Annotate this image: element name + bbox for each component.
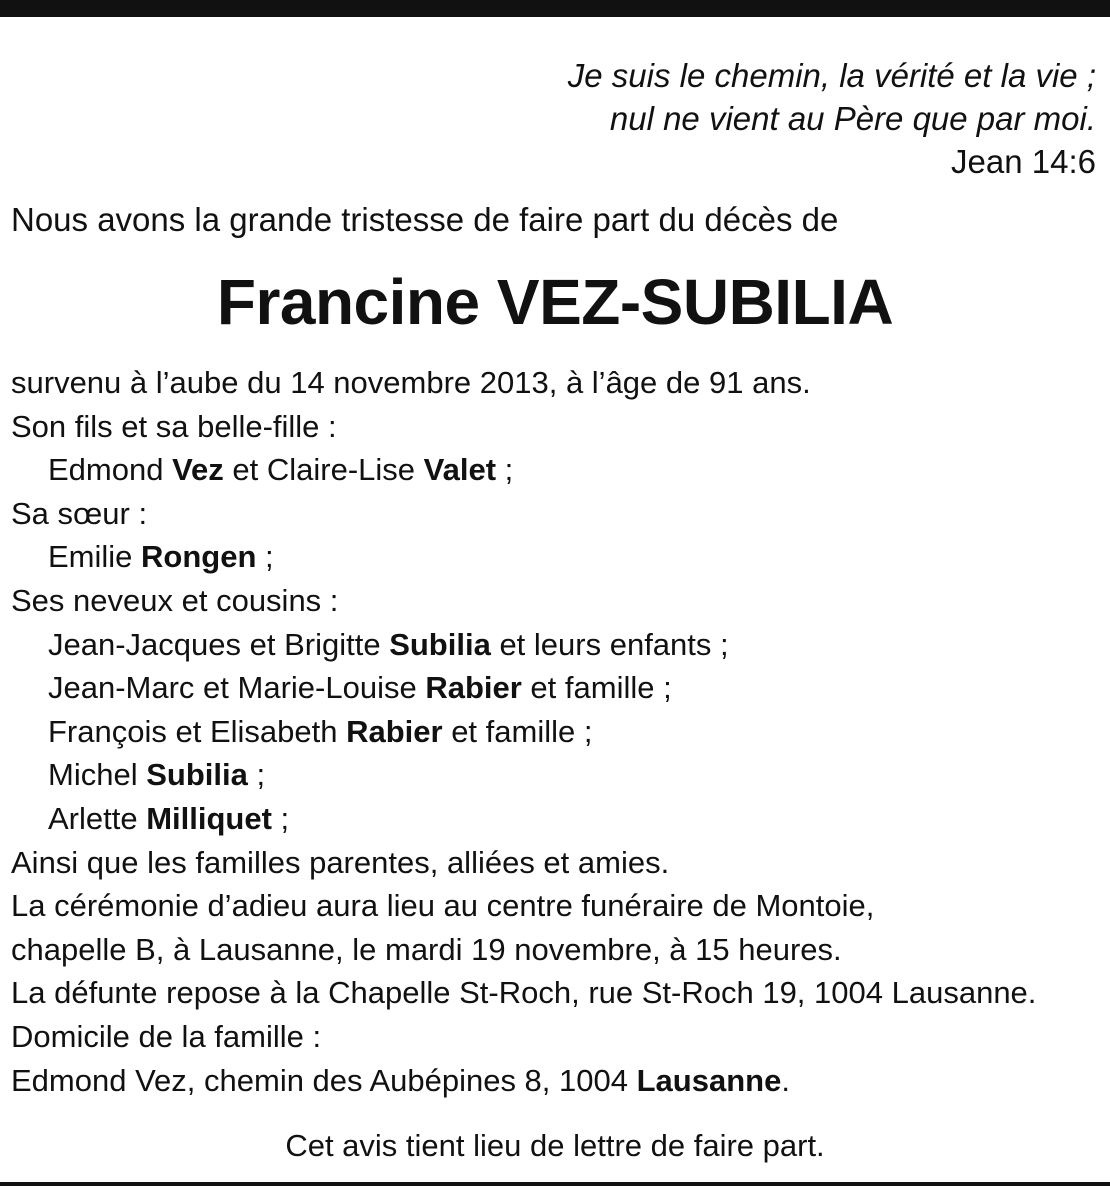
son-last-name: Vez <box>172 452 224 488</box>
son-heading: Son fils et sa belle-fille : <box>11 408 337 444</box>
nephew-entry <box>11 666 1036 710</box>
daughter-in-law-first-name: et Claire-Lise <box>223 452 424 488</box>
nephew-last-name: Milliquet <box>146 800 272 836</box>
sister-first-name: Emilie <box>48 539 142 575</box>
son-first-name: Edmond <box>48 452 173 488</box>
nephew-last-name: Rabier <box>346 713 443 749</box>
nephew-first-names: Michel <box>48 757 147 793</box>
sister-entry-end: ; <box>256 539 274 575</box>
verse-reference: Jean 14:6 <box>951 143 1096 180</box>
son-entry-end: ; <box>496 452 514 488</box>
ceremony-line-2: chapelle B, à Lausanne, le mardi 19 novembre, à 15 heures. <box>11 931 842 967</box>
deceased-name: Francine VEZ-SUBILIA <box>216 266 894 338</box>
verse-line-1: Je suis le chemin, la vérité et la vie ; <box>567 57 1096 94</box>
nephew-entry-end: et famille ; <box>442 713 593 749</box>
death-info: survenu à l’aube du 14 novembre 2013, à l’âge de 91 ans. <box>11 365 811 400</box>
bible-verse <box>568 54 1096 183</box>
nephew-first-names: François et Elisabeth <box>48 713 347 749</box>
address-city: Lausanne <box>636 1062 782 1098</box>
nephew-entry <box>11 623 1036 667</box>
nephew-last-name: Subilia <box>146 757 248 793</box>
address-end: . <box>781 1062 790 1098</box>
nephew-last-name: Subilia <box>389 626 491 662</box>
verse-line-2: nul ne vient au Père que par moi. <box>609 100 1096 137</box>
sister-last-name: Rongen <box>141 539 257 575</box>
nephew-entry <box>11 753 1036 797</box>
ceremony-line-1: La cérémonie d’adieu aura lieu au centre funéraire de Montoie, <box>11 888 875 924</box>
address-street: Edmond Vez, chemin des Aubépines 8, 1004 <box>11 1062 637 1098</box>
resting-place: La défunte repose à la Chapelle St-Roch, rue St-Roch 19, 1004 Lausanne. <box>11 975 1037 1011</box>
sister-entry <box>11 535 1036 579</box>
nephew-entry-end: et famille ; <box>521 670 672 706</box>
top-border-rule <box>0 0 1110 17</box>
nephew-entry-end: et leurs enfants ; <box>490 626 729 662</box>
nephew-first-names: Jean-Marc et Marie-Louise <box>48 670 426 706</box>
nephew-first-names: Jean-Jacques et Brigitte <box>48 626 390 662</box>
daughter-in-law-last-name: Valet <box>423 452 497 488</box>
nephew-entry-end: ; <box>271 800 290 836</box>
nephew-first-names: Arlette <box>48 800 147 836</box>
domicile-heading: Domicile de la famille : <box>11 1018 322 1054</box>
family-address <box>11 1059 1036 1103</box>
nephew-entry <box>11 710 1036 754</box>
nephew-entry <box>11 797 1036 841</box>
announcement-intro: Nous avons la grande tristesse de faire part du décès de <box>11 201 839 238</box>
nephews-heading: Ses neveux et cousins : <box>11 582 339 618</box>
closing-note: Cet avis tient lieu de lettre de faire part. <box>285 1128 825 1163</box>
nephew-last-name: Rabier <box>425 670 522 706</box>
nephew-entry-end: ; <box>247 757 266 793</box>
son-entry <box>11 448 1036 492</box>
extended-families: Ainsi que les familles parentes, alliées et amies. <box>11 844 670 880</box>
bottom-border-rule <box>0 1182 1110 1186</box>
announcement-body <box>11 361 1036 1102</box>
sister-heading: Sa sœur : <box>11 495 148 531</box>
